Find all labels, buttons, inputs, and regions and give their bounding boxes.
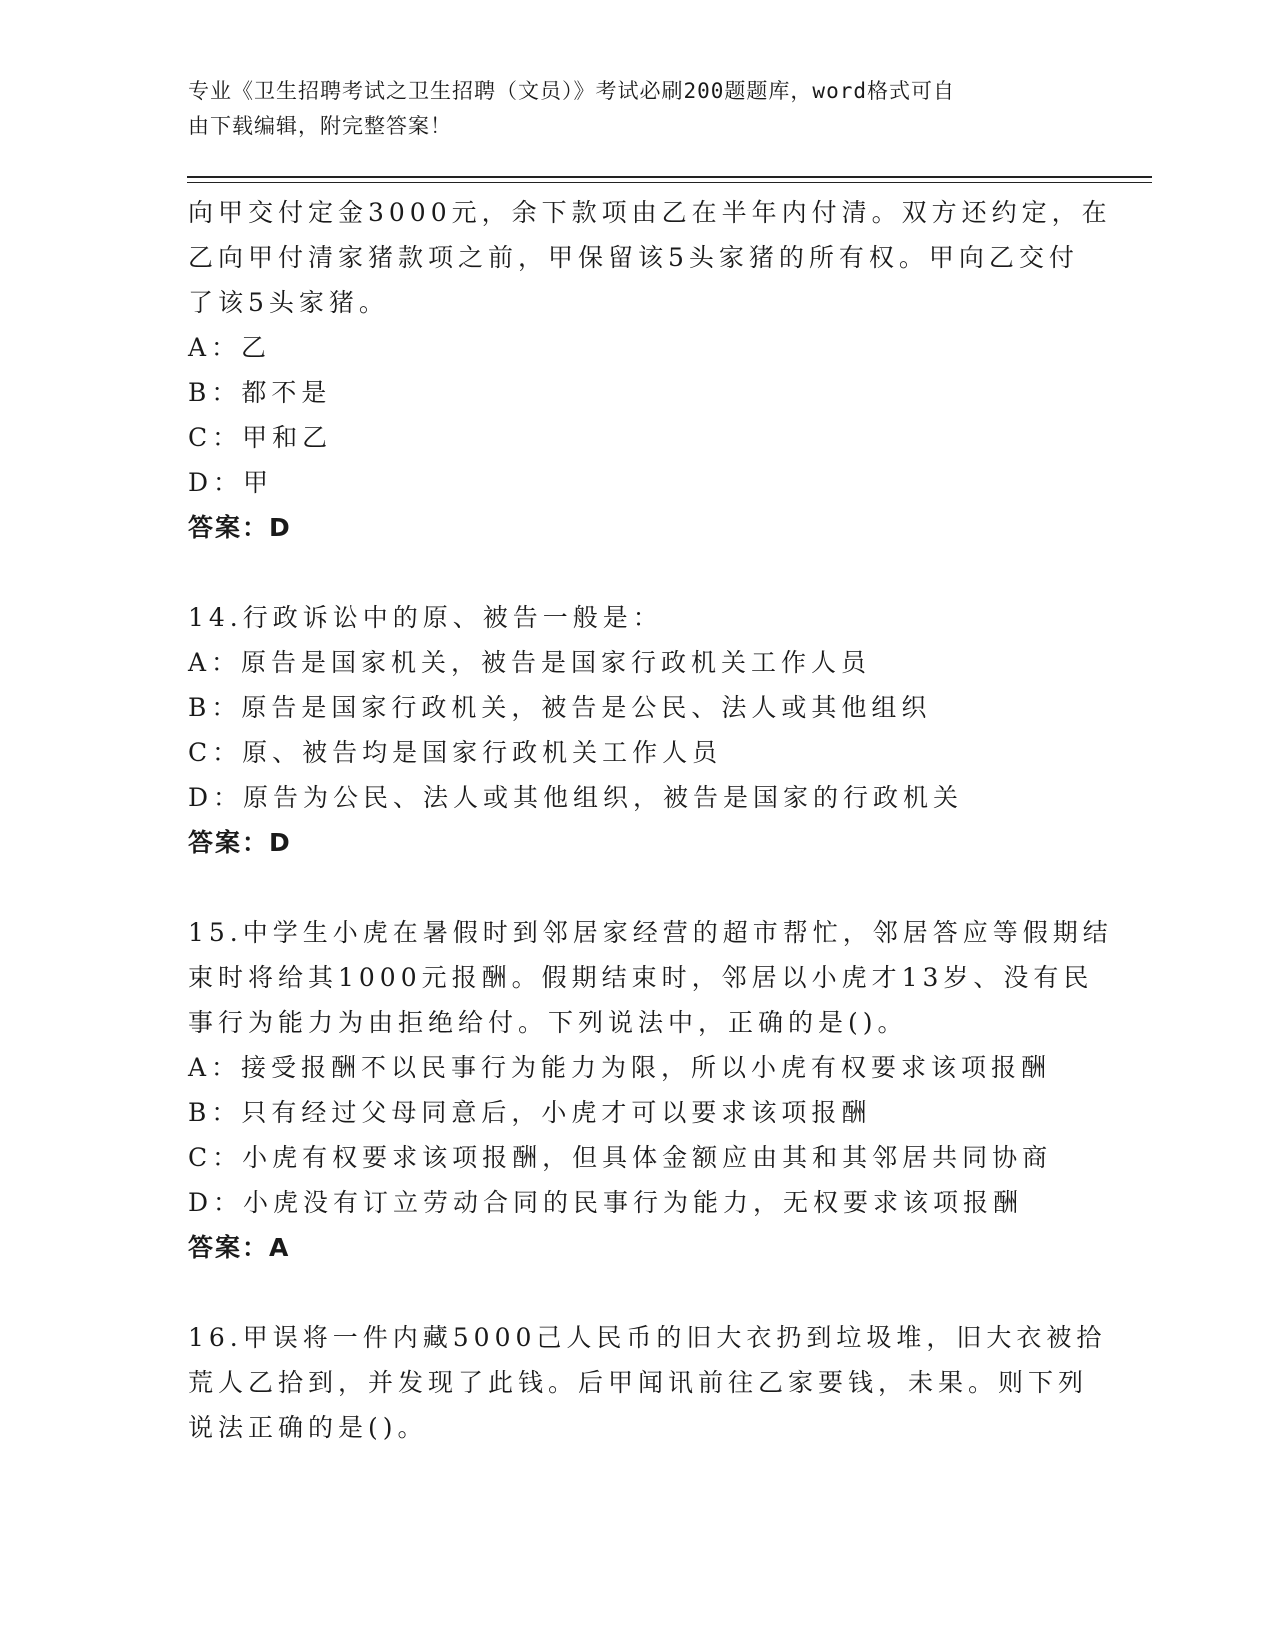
question-stem-line: 16.甲误将一件内藏5000己人民币的旧大衣扔到垃圾堆，旧大衣被拾 xyxy=(188,1323,1107,1352)
option-c: C：小虎有权要求该项报酬，但具体金额应由其和其邻居共同协商 xyxy=(188,1143,1053,1172)
option-d: D：小虎没有订立劳动合同的民事行为能力，无权要求该项报酬 xyxy=(188,1188,1024,1217)
answer-label: 答案：D xyxy=(188,513,292,542)
spacer xyxy=(188,1270,1088,1315)
option-b: B：都不是 xyxy=(188,378,332,407)
header-line-2: 由下载编辑，附完整答案！ xyxy=(188,114,452,138)
question-stem-line: 说法正确的是()。 xyxy=(188,1413,428,1442)
question-13 xyxy=(188,190,1112,550)
answer-label: 答案：D xyxy=(188,828,292,857)
option-c: C：原、被告均是国家行政机关工作人员 xyxy=(188,738,723,767)
question-content xyxy=(188,190,1113,1450)
header-divider xyxy=(187,176,1152,183)
option-c: C：甲和乙 xyxy=(188,423,333,452)
question-stem-line: 事行为能力为由拒绝给付。下列说法中，正确的是()。 xyxy=(188,1008,908,1037)
option-d: D：原告为公民、法人或其他组织，被告是国家的行政机关 xyxy=(188,783,964,812)
option-a: A：乙 xyxy=(188,333,272,362)
option-b: B：原告是国家行政机关，被告是公民、法人或其他组织 xyxy=(188,693,932,722)
question-stem-line: 了该5头家猪。 xyxy=(188,288,389,317)
option-a: A：接受报酬不以民事行为能力为限，所以小虎有权要求该项报酬 xyxy=(188,1053,1052,1082)
question-stem-line: 向甲交付定金3000元，余下款项由乙在半年内付清。双方还约定，在 xyxy=(188,198,1112,227)
page-header xyxy=(188,74,1088,144)
spacer xyxy=(188,550,1088,595)
answer-label: 答案：A xyxy=(188,1233,291,1262)
option-a: A：原告是国家机关，被告是国家行政机关工作人员 xyxy=(188,648,872,677)
spacer xyxy=(188,865,1088,910)
question-stem-line: 束时将给其1000元报酬。假期结束时，邻居以小虎才13岁、没有民 xyxy=(188,963,1094,992)
question-stem-line: 荒人乙拾到，并发现了此钱。后甲闻讯前往乙家要钱，未果。则下列 xyxy=(188,1368,1089,1397)
question-stem-line: 14.行政诉讼中的原、被告一般是： xyxy=(188,603,663,632)
option-d: D：甲 xyxy=(188,468,274,497)
option-b: B：只有经过父母同意后，小虎才可以要求该项报酬 xyxy=(188,1098,872,1127)
question-stem-line: 15.中学生小虎在暑假时到邻居家经营的超市帮忙，邻居答应等假期结 xyxy=(188,918,1113,947)
question-stem-line: 乙向甲付清家猪款项之前，甲保留该5头家猪的所有权。甲向乙交付 xyxy=(188,243,1079,272)
question-16 xyxy=(188,1315,1107,1450)
question-15 xyxy=(188,910,1113,1270)
header-line-1: 专业《卫生招聘考试之卫生招聘（文员）》考试必刷200题题库，word格式可自 xyxy=(188,79,955,103)
question-14 xyxy=(188,595,1088,865)
